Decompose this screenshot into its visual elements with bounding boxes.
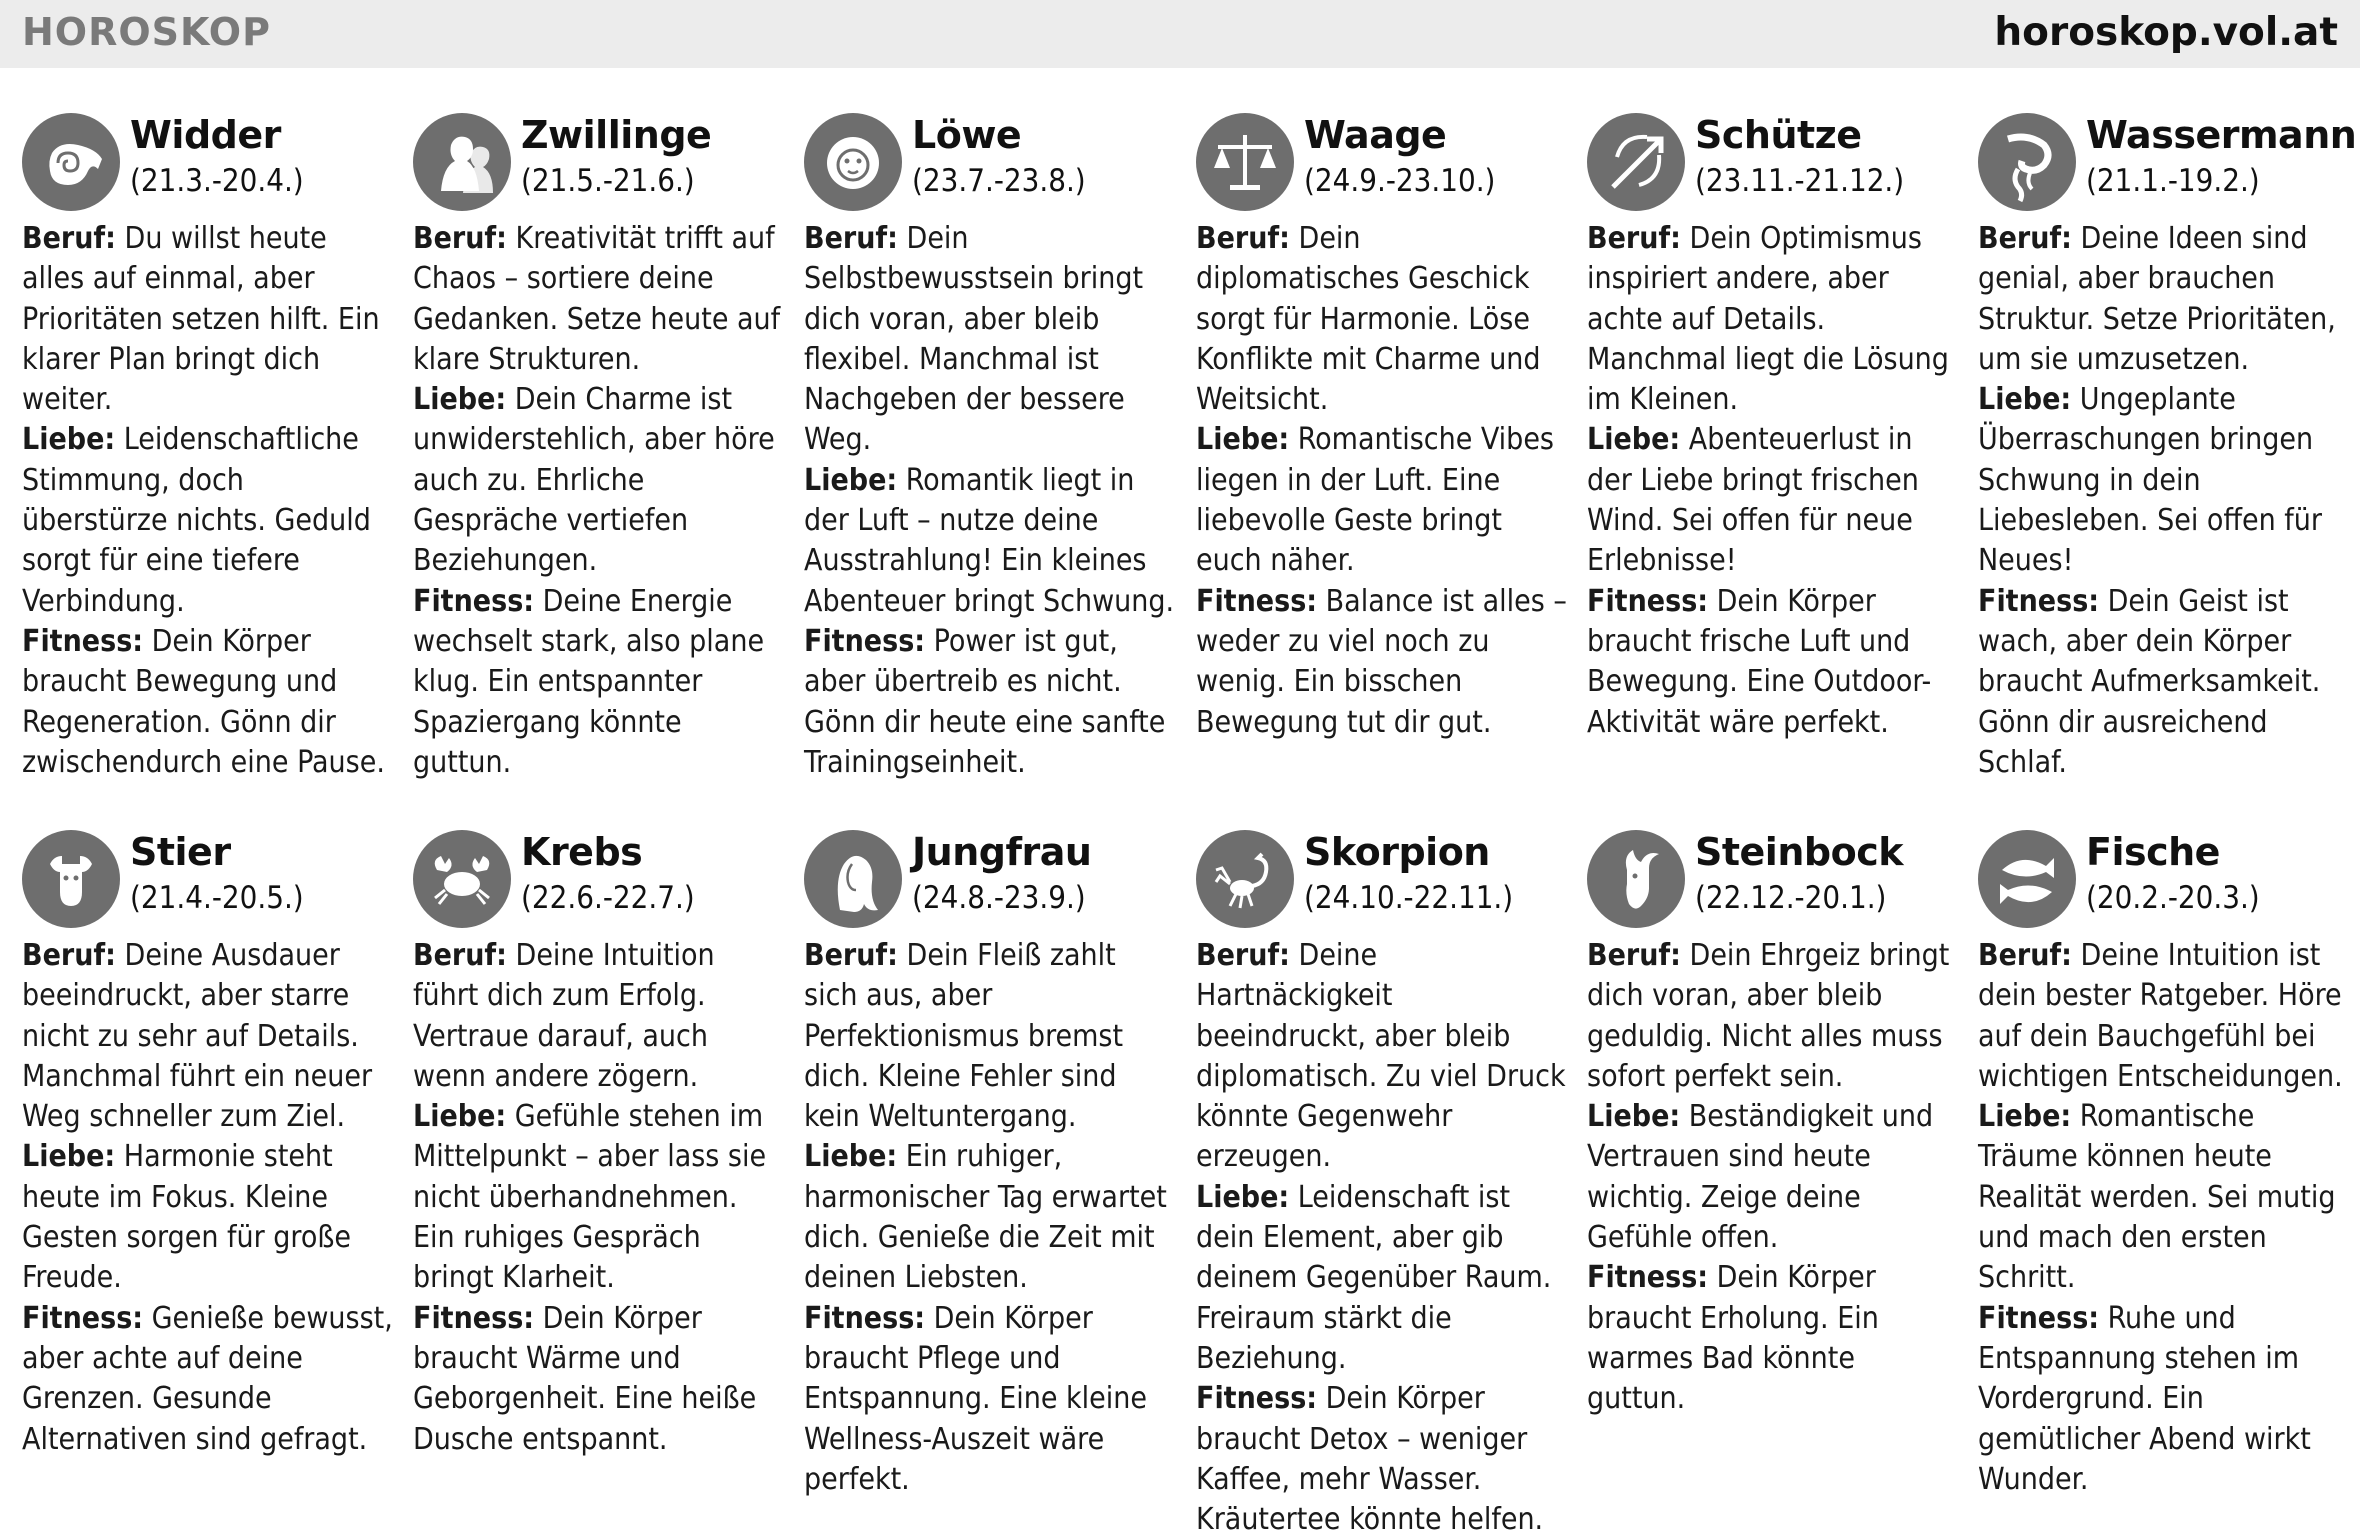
liebe-label: Liebe: [804,462,898,498]
fitness-paragraph [1978,1299,2350,1500]
beruf-label: Beruf: [1587,938,1681,973]
sign-text [1978,219,2350,783]
horoscope-grid [0,68,2360,1538]
sign-dates: (20.2.-20.3.) [2086,880,2260,916]
sign-header [804,822,1176,930]
fitness-label: Fitness: [22,1300,144,1336]
beruf-label: Beruf: [1587,221,1681,256]
beruf-label: Beruf: [1978,938,2072,973]
scales-icon [1196,113,1294,211]
liebe-paragraph [804,1137,1176,1298]
liebe-label: Liebe: [22,1139,116,1175]
sign-text [1196,219,1568,743]
sign-header [22,105,394,213]
beruf-text: Deine Intuition ist dein bester Ratgeber. Höre auf dein Bauchgefühl bei wichtigen Entscheidungen. [1978,938,2343,1094]
beruf-label: Beruf: [1196,938,1290,973]
liebe-paragraph [804,461,1176,622]
sign-header [1587,822,1959,930]
liebe-label: Liebe: [1196,422,1290,458]
liebe-paragraph [413,1097,785,1298]
liebe-paragraph [1978,1097,2350,1298]
fitness-text: Genieße bewusst, aber achte auf deine Grenzen. Gesunde Alternativen sind gefragt. [22,1300,393,1457]
sign-card-waage [1196,105,1568,743]
beruf-text: Deine Hartnäckigkeit beeindruckt, aber bleib diplomatisch. Zu viel Druck könnte Gegenwehr erzeugen. [1196,938,1566,1175]
beruf-paragraph [1978,219,2350,380]
sign-name: Zwillinge [521,113,712,157]
sign-header [22,822,394,930]
goat-icon [1587,830,1685,928]
sign-dates: (21.1.-19.2.) [2086,163,2260,199]
beruf-text: Deine Ausdauer beeindruckt, aber starre nicht zu sehr auf Details. Manchmal führt ein neuer Weg schneller zum Ziel. [22,938,373,1135]
sign-dates: (24.10.-22.11.) [1304,880,1514,916]
liebe-text: Harmonie steht heute im Fokus. Kleine Gesten sorgen für große Freude. [22,1139,351,1296]
beruf-label: Beruf: [1978,221,2072,256]
sign-name: Löwe [912,113,1022,157]
fitness-paragraph [1587,582,1959,743]
fitness-label: Fitness: [413,583,535,619]
fitness-paragraph [413,1299,785,1460]
liebe-text: Ein ruhiger, harmonischer Tag erwartet dich. Genieße die Zeit mit deinen Liebsten. [804,1139,1167,1296]
fitness-label: Fitness: [1587,1260,1709,1296]
sign-text [22,219,394,783]
sign-header [804,105,1176,213]
fitness-paragraph [413,582,785,783]
fitness-text: Dein Körper braucht Bewegung und Regeneration. Gönn dir zwischendurch eine Pause. [22,623,385,780]
liebe-label: Liebe: [1587,422,1681,458]
liebe-text: Dein Charme ist unwiderstehlich, aber höre auch zu. Ehrliche Gespräche vertiefen Beziehungen. [413,382,775,579]
sign-text [413,219,785,783]
beruf-label: Beruf: [22,221,116,256]
liebe-text: Romantische Träume können heute Realität werden. Sei mutig und mach den ersten Schritt. [1978,1099,2336,1296]
sign-dates: (21.5.-21.6.) [521,163,695,199]
sign-text [1587,936,1959,1420]
liebe-paragraph [1978,380,2350,581]
liebe-paragraph [1196,420,1568,581]
archer-icon [1587,113,1685,211]
beruf-text: Deine Ideen sind genial, aber brauchen Struktur. Setze Prioritäten, um sie umzusetzen. [1978,221,2336,377]
fitness-label: Fitness: [1587,583,1709,619]
beruf-paragraph [22,936,394,1137]
fitness-text: Dein Körper braucht Wärme und Geborgenheit. Eine heiße Dusche entspannt. [413,1300,757,1457]
beruf-text: Deine Intuition führt dich zum Erfolg. Vertraue darauf, auch wenn andere zögern. [413,938,715,1094]
fitness-text: Dein Körper braucht frische Luft und Bewegung. Eine Outdoor-Aktivität wäre perfekt. [1587,583,1932,740]
sign-card-skorpion [1196,822,1568,1540]
bull-icon [22,830,120,928]
sign-text [1196,936,1568,1540]
sign-header [1196,105,1568,213]
sign-dates: (23.7.-23.8.) [912,163,1086,199]
water-bearer-icon [1978,113,2076,211]
sign-card-fische [1978,822,2350,1500]
sign-dates: (21.4.-20.5.) [130,880,304,916]
liebe-text: Gefühle stehen im Mittelpunkt – aber lass sie nicht überhandnehmen. Ein ruhiges Gespräch bringt Klarheit. [413,1099,767,1296]
liebe-label: Liebe: [413,382,507,418]
beruf-paragraph [413,219,785,380]
fitness-paragraph [1196,1379,1568,1540]
sign-text [1978,936,2350,1500]
fitness-label: Fitness: [1978,583,2100,619]
beruf-label: Beruf: [22,938,116,973]
sign-text [1587,219,1959,743]
beruf-paragraph [804,936,1176,1137]
liebe-text: Abenteuerlust in der Liebe bringt frischen Wind. Sei offen für neue Erlebnisse! [1587,422,1919,579]
sign-card-jungfrau [804,822,1176,1500]
sign-dates: (24.8.-23.9.) [912,880,1086,916]
sign-card-schuetze [1587,105,1959,743]
liebe-label: Liebe: [1978,1099,2072,1135]
beruf-paragraph [804,219,1176,461]
fitness-paragraph [1978,582,2350,783]
sign-card-zwillinge [413,105,785,783]
beruf-text: Dein Ehrgeiz bringt dich voran, aber bleib geduldig. Nicht alles muss sofort perfekt sein. [1587,938,1950,1094]
sign-card-widder [22,105,394,783]
liebe-label: Liebe: [1978,382,2072,418]
header-bar [0,0,2360,68]
fitness-text: Deine Energie wechselt stark, also plane klug. Ein entspannter Spaziergang könnte guttun. [413,583,765,780]
fitness-paragraph [1587,1258,1959,1419]
liebe-paragraph [413,380,785,581]
sign-header [1978,105,2357,213]
liebe-label: Liebe: [1196,1179,1290,1215]
beruf-text: Du willst heute alles auf einmal, aber Prioritäten setzen hilft. Ein klarer Plan bringt dich weiter. [22,221,380,418]
liebe-text: Leidenschaft ist dein Element, aber gib deinem Gegenüber Raum. Freiraum stärkt die Beziehung. [1196,1179,1552,1376]
sign-card-steinbock [1587,822,1959,1420]
sign-name: Stier [130,830,231,874]
fitness-paragraph [22,622,394,783]
fitness-paragraph [804,1299,1176,1500]
beruf-paragraph [1587,936,1959,1097]
beruf-paragraph [1587,219,1959,420]
sign-text [22,936,394,1460]
beruf-text: Kreativität trifft auf Chaos – sortiere deine Gedanken. Setze heute auf klare Strukturen. [413,221,781,377]
sign-header [413,105,785,213]
beruf-paragraph [1978,936,2350,1097]
sign-name: Fische [2086,830,2220,874]
sign-card-wassermann [1978,105,2357,783]
crab-icon [413,830,511,928]
fitness-paragraph [1196,582,1568,743]
fitness-paragraph [22,1299,394,1460]
sign-card-stier [22,822,394,1460]
liebe-paragraph [1196,1178,1568,1379]
beruf-text: Dein Fleiß zahlt sich aus, aber Perfektionismus bremst dich. Kleine Fehler sind kein Weltuntergang. [804,938,1124,1135]
liebe-text: Romantik liegt in der Luft – nutze deine Ausstrahlung! Ein kleines Abenteuer bringt Schwung. [804,462,1175,619]
sign-header [413,822,785,930]
beruf-text: Dein Optimismus inspiriert andere, aber achte auf Details. Manchmal liegt die Lösung im Kleinen. [1587,221,1949,418]
section-title: HOROSKOP [22,10,271,54]
fitness-text: Power ist gut, aber übertreib es nicht. Gönn dir heute eine sanfte Trainingseinheit. [804,623,1166,780]
sign-text [804,936,1176,1500]
sign-dates: (23.11.-21.12.) [1695,163,1905,199]
liebe-paragraph [1587,420,1959,581]
beruf-label: Beruf: [804,938,898,973]
liebe-paragraph [1587,1097,1959,1258]
ram-icon [22,113,120,211]
sign-card-krebs [413,822,785,1460]
sign-header [1196,822,1568,930]
fitness-text: Ruhe und Entspannung stehen im Vordergrund. Ein gemütlicher Abend wirkt Wunder. [1978,1300,2311,1497]
twins-icon [413,113,511,211]
liebe-paragraph [22,420,394,621]
liebe-label: Liebe: [804,1139,898,1175]
fitness-text: Dein Körper braucht Pflege und Entspannung. Eine kleine Wellness-Auszeit wäre perfekt. [804,1300,1147,1497]
liebe-text: Romantische Vibes liegen in der Luft. Eine liebevolle Geste bringt euch näher. [1196,422,1554,579]
fitness-text: Dein Körper braucht Detox – weniger Kaffee, mehr Wasser. Kräutertee könnte helfen. [1196,1381,1544,1538]
fitness-paragraph [804,622,1176,783]
sign-dates: (22.6.-22.7.) [521,880,695,916]
beruf-label: Beruf: [804,221,898,256]
sign-name: Skorpion [1304,830,1490,874]
fitness-label: Fitness: [413,1300,535,1336]
sign-header [1978,822,2350,930]
fish-icon [1978,830,2076,928]
sign-name: Schütze [1695,113,1862,157]
fitness-label: Fitness: [1196,583,1318,619]
liebe-label: Liebe: [1587,1099,1681,1135]
sign-header [1587,105,1959,213]
beruf-text: Dein Selbstbewusstsein bringt dich voran, aber bleib flexibel. Manchmal ist Nachgeben der bessere Weg. [804,221,1144,458]
beruf-label: Beruf: [1196,221,1290,256]
sign-dates: (21.3.-20.4.) [130,163,304,199]
fitness-label: Fitness: [1978,1300,2100,1336]
sign-dates: (24.9.-23.10.) [1304,163,1496,199]
liebe-paragraph [22,1137,394,1298]
liebe-text: Leidenschaftliche Stimmung, doch überstürze nichts. Geduld sorgt für eine tiefere Verbindung. [22,422,371,619]
sign-name: Widder [130,113,281,157]
sign-name: Jungfrau [912,830,1092,874]
sign-text [804,219,1176,783]
fitness-label: Fitness: [804,1300,926,1336]
fitness-text: Dein Geist ist wach, aber dein Körper braucht Aufmerksamkeit. Gönn dir ausreichend Schlaf. [1978,583,2321,780]
liebe-label: Liebe: [22,422,116,458]
liebe-text: Beständigkeit und Vertrauen sind heute wichtig. Zeige deine Gefühle offen. [1587,1099,1934,1256]
beruf-paragraph [22,219,394,420]
lion-icon [804,113,902,211]
beruf-label: Beruf: [413,221,507,256]
beruf-paragraph [413,936,785,1097]
sign-name: Krebs [521,830,643,874]
site-url-link[interactable]: horoskop.vol.at [1994,10,2338,55]
fitness-label: Fitness: [1196,1381,1318,1417]
fitness-label: Fitness: [22,623,144,659]
sign-card-loewe [804,105,1176,783]
fitness-label: Fitness: [804,623,926,659]
beruf-paragraph [1196,219,1568,420]
scorpion-icon [1196,830,1294,928]
beruf-paragraph [1196,936,1568,1178]
beruf-text: Dein diplomatisches Geschick sorgt für Harmonie. Löse Konflikte mit Charme und Weitsicht. [1196,221,1541,418]
sign-dates: (22.12.-20.1.) [1695,880,1887,916]
fitness-text: Balance ist alles – weder zu viel noch zu wenig. Ein bisschen Bewegung tut dir gut. [1196,583,1567,740]
sign-name: Wassermann [2086,113,2357,157]
sign-name: Steinbock [1695,830,1903,874]
fitness-text: Dein Körper braucht Erholung. Ein warmes Bad könnte guttun. [1587,1260,1879,1417]
liebe-text: Ungeplante Überraschungen bringen Schwung in dein Liebesleben. Sei offen für Neues! [1978,382,2322,579]
sign-name: Waage [1304,113,1447,157]
virgin-icon [804,830,902,928]
sign-text [413,936,785,1460]
beruf-label: Beruf: [413,938,507,973]
liebe-label: Liebe: [413,1099,507,1135]
